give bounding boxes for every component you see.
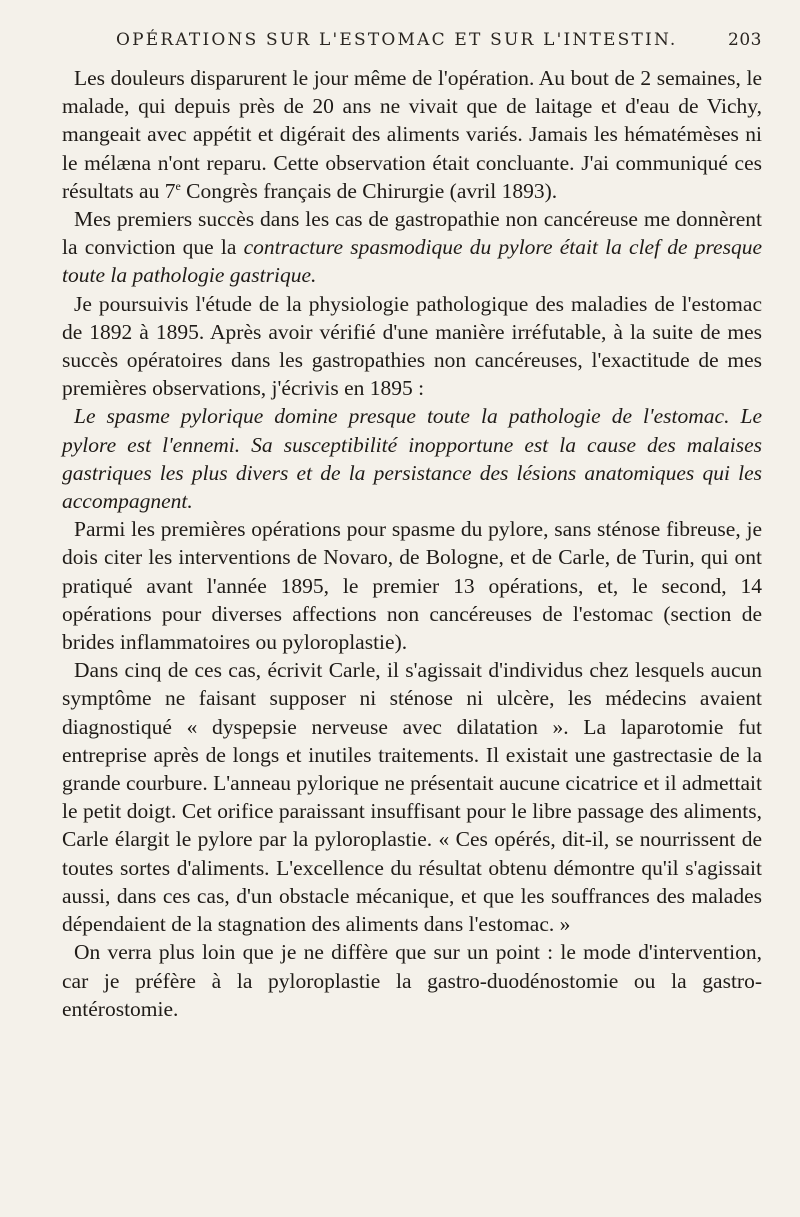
page-number: 203 <box>728 30 762 50</box>
paragraph-1 <box>62 64 762 205</box>
paragraph-7-text: On verra plus loin que je ne diffère que sur un point : le mode d'intervention, car je préfère à la pyloroplastie la gastro-duodénostomie ou la gastro-entérostomie. <box>62 940 762 1021</box>
paragraph-3-text: Je poursuivis l'étude de la physiologie pathologique des maladies de l'estomac de 1892 à 1895. Après avoir vérifié d'une manière irréfutable, à la suite de mes succès opératoires dans les gastropathies non cancéreuses, l'exactitude de mes premières observations, j'écrivis en 1895 : <box>62 291 762 401</box>
paragraph-4-quote <box>62 402 762 515</box>
paragraph-4-emphasis: Le spasme pylorique domine presque toute la pathologie de l'estomac. Le pylore est l'ennemi. Sa susceptibilité inopportune est la cause des malaises gastriques les plus divers et de la persistance des lésions anatomiques qui les accompagnent. <box>62 404 762 514</box>
paragraph-5-text: Parmi les premières opérations pour spasme du pylore, sans sténose fibreuse, je dois citer les interventions de Novaro, de Bologne, et de Carle, de Turin, qui ont pratiqué avant l'année 1895, le premier 13 opérations, et, le second, 14 opérations pour diverses affections non cancéreuses de l'estomac (section de brides inflammatoires ou pyloroplastie). <box>62 517 762 655</box>
paragraph-1-text: Les douleurs disparurent le jour même de l'opération. Au bout de 2 semaines, le malade, qui depuis près de 20 ans ne vivait que de laitage et d'eau de Vichy, mangeait avec appétit et digérait des aliments variés. Jamais les hématémèses ni le mélæna n'ont reparu. Cette observation était concluante. J'ai communiqué ces résultats au 7 <box>62 66 762 203</box>
paragraph-2 <box>62 205 762 290</box>
paragraph-7 <box>62 938 762 1023</box>
paragraph-6 <box>62 656 762 938</box>
ordinal-superscript: e <box>175 178 181 193</box>
paragraph-6-text: Dans cinq de ces cas, écrivit Carle, il s'agissait d'individus chez lesquels aucun symptôme ne faisant supposer ni sténose ni ulcère, les médecins avaient diagnostiqué « dyspepsie nerveuse avec dilatation ». La laparotomie fut entreprise après de longs et inutiles traitements. Il existait une gastrectasie de la grande courbure. L'anneau pylorique ne présentait aucune cicatrice et il admettait le petit doigt. Cet orifice paraissant insuffisant pour le libre passage des aliments, Carle élargit le pylore par la pyloroplastie. « Ces opérés, dit-il, se nourrissent de toutes sortes d'aliments. L'excellence du résultat obtenu démontre qu'il s'agissait aussi, dans ces cas, d'un obstacle mécanique, et que les souffrances des malades dépendaient de la stagnation des aliments dans l'estomac. » <box>62 658 762 937</box>
paragraph-2-text: Mes premiers succès dans les cas de gastropathie non cancéreuse me donnèrent la conviction que la <box>62 207 762 260</box>
running-head: OPÉRATIONS SUR L'ESTOMAC ET SUR L'INTESTIN. <box>116 30 678 50</box>
body-text <box>62 64 762 1023</box>
paragraph-2-emphasis: contracture spasmodique du pylore était la clef de presque toute la pathologie gastrique. <box>62 235 762 288</box>
paragraph-1-text-end: Congrès français de Chirurgie (avril 1893). <box>180 178 558 203</box>
paragraph-3 <box>62 290 762 403</box>
paragraph-5 <box>62 515 762 656</box>
